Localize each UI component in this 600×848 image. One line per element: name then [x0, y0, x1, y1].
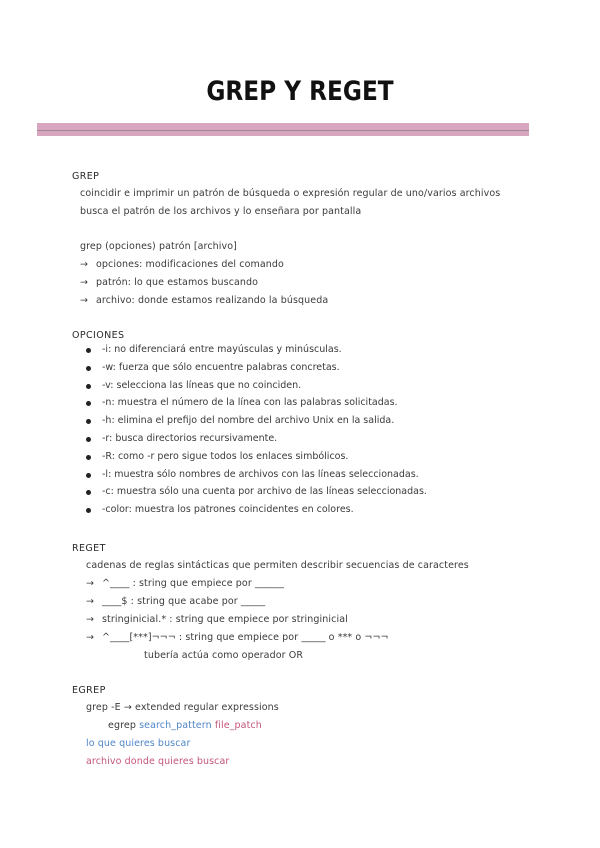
grep-item	[80, 295, 328, 306]
grep-item	[80, 277, 258, 288]
opciones-heading: OPCIONES	[72, 330, 125, 341]
banner-divider	[37, 130, 529, 131]
egrep-description: grep -E → extended regular expressions	[86, 702, 279, 713]
option-text: -v: selecciona las líneas que no coinciden.	[102, 379, 302, 391]
list-item	[86, 344, 427, 362]
list-item	[86, 380, 427, 398]
list-item	[86, 362, 427, 380]
arrow-icon: →	[80, 277, 89, 288]
option-text: -n: muestra el número de la línea con las palabras solicitadas.	[102, 397, 398, 409]
reget-item	[86, 614, 348, 625]
option-text: -h: elimina el prefijo del nombre del archivo Unix en la salida.	[102, 415, 395, 427]
bullet-icon	[86, 384, 91, 389]
option-text: -l: muestra sólo nombres de archivos con las líneas seleccionadas.	[102, 468, 419, 480]
bullet-icon	[86, 455, 91, 460]
bullet-icon	[86, 348, 91, 353]
page-title: GREP Y REGET	[206, 76, 394, 107]
arrow-icon: →	[86, 614, 95, 625]
arrow-icon: →	[86, 596, 95, 607]
reget-item	[86, 596, 265, 607]
list-item	[86, 415, 427, 433]
option-text: -R: como -r pero sigue todos los enlaces simbólicos.	[102, 450, 349, 462]
egrep-pattern: search_pattern	[139, 720, 212, 731]
list-item	[86, 397, 427, 415]
reget-item-text: ____$ : string que acabe por _____	[102, 596, 266, 607]
option-text: -i: no diferenciará entre mayúsculas y minúsculas.	[102, 344, 342, 355]
list-item	[86, 433, 427, 451]
bullet-icon	[86, 366, 91, 371]
grep-description-1: coincidir e imprimir un patrón de búsqueda o expresión regular de uno/varios archivos	[80, 188, 501, 199]
grep-item-text: opciones: modificaciones del comando	[96, 259, 284, 270]
egrep-heading: EGREP	[72, 685, 106, 696]
option-text: -c: muestra sólo una cuenta por archivo de las líneas seleccionadas.	[102, 486, 427, 498]
reget-item-text: ^____[***]¬¬¬ : string que empiece por _____ o *** o ¬¬¬	[102, 632, 389, 643]
reget-item	[86, 578, 284, 589]
list-item	[86, 469, 427, 487]
bullet-icon	[86, 401, 91, 406]
grep-description-2: busca el patrón de los archivos y lo enseñara por pantalla	[80, 206, 362, 217]
option-text: -color: muestra los patrones coincidentes en colores.	[102, 504, 354, 516]
arrow-icon: →	[80, 259, 89, 270]
grep-item-text: patrón: lo que estamos buscando	[96, 277, 259, 288]
bullet-icon	[86, 490, 91, 495]
grep-item	[80, 259, 284, 270]
egrep-command-name: egrep	[108, 720, 136, 731]
reget-item-text: stringinicial.* : string que empiece por stringinicial	[102, 614, 348, 625]
list-item	[86, 504, 427, 522]
opciones-list	[86, 344, 427, 522]
reget-heading: REGET	[72, 543, 106, 554]
option-text: -w: fuerza que sólo encuentre palabras concretas.	[102, 361, 340, 373]
reget-item	[86, 632, 389, 643]
egrep-file: file_patch	[214, 720, 262, 731]
reget-description: cadenas de reglas sintácticas que permiten describir secuencias de caracteres	[86, 560, 469, 571]
list-item	[86, 486, 427, 504]
title-banner	[37, 123, 529, 136]
bullet-icon	[86, 419, 91, 424]
reget-note: tubería actúa como operador OR	[144, 650, 304, 661]
grep-syntax: grep (opciones) patrón [archivo]	[80, 241, 237, 252]
bullet-icon	[86, 508, 91, 513]
arrow-icon: →	[80, 295, 89, 306]
bullet-icon	[86, 437, 91, 442]
arrow-icon: →	[86, 578, 95, 589]
list-item	[86, 451, 427, 469]
egrep-command	[108, 720, 262, 731]
legend-pattern: lo que quieres buscar	[86, 738, 191, 749]
grep-item-text: archivo: donde estamos realizando la búsqueda	[96, 295, 329, 306]
grep-heading: GREP	[72, 171, 100, 182]
bullet-icon	[86, 473, 91, 478]
arrow-icon: →	[86, 632, 95, 643]
option-text: -r: busca directorios recursivamente.	[102, 432, 278, 444]
legend-file: archivo donde quieres buscar	[86, 756, 230, 767]
reget-item-text: ^____ : string que empiece por ______	[102, 578, 285, 589]
